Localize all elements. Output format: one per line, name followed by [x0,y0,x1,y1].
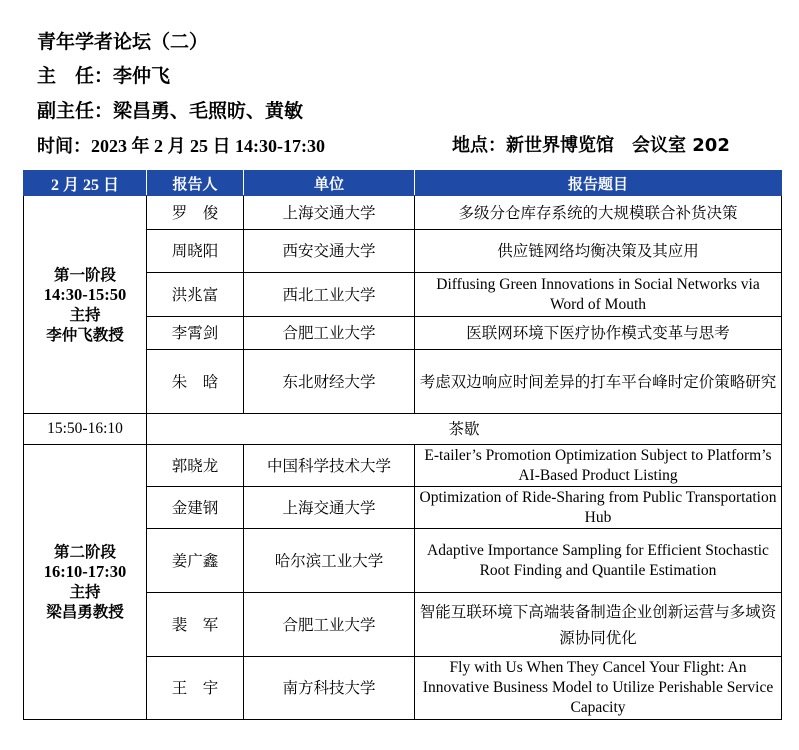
unit-cell: 西安交通大学 [244,230,415,273]
unit-cell: 合肥工业大学 [244,593,415,657]
session1-cell [24,196,147,414]
header-date: 2 月 25 日 [24,171,147,196]
break-time: 15:50-16:10 [24,414,147,445]
session2-cell [24,445,147,720]
unit-cell: 合肥工业大学 [244,317,415,350]
header-speaker: 报告人 [147,171,244,196]
location-label: 地点： [452,135,506,156]
break-row [24,414,782,445]
topic-cell: Adaptive Importance Sampling for Efficient Stochastic Root Finding and Quantile Estimation [415,529,782,593]
unit-cell: 上海交通大学 [244,487,415,529]
unit-cell: 上海交通大学 [244,196,415,230]
speaker-cell: 朱 晗 [147,350,244,414]
topic-cell: Fly with Us When They Cancel Your Flight: An Innovative Business Model to Utilize Perishable Service Capacity [415,657,782,720]
speaker-cell: 王 宇 [147,657,244,720]
header-unit: 单位 [244,171,415,196]
speaker-cell: 郭晓龙 [147,445,244,487]
topic-cell: 医联网环境下医疗协作模式变革与思考 [415,317,782,350]
topic-cell: Diffusing Green Innovations in Social Networks via Word of Mouth [415,273,782,317]
session2-host-label: 主持 [69,583,101,601]
unit-cell: 西北工业大学 [244,273,415,317]
session1-time: 14:30-15:50 [43,284,127,304]
time-value: 2023 年 2 月 25 日 14:30-17:30 [91,136,325,156]
session1-host: 李仲飞教授 [46,325,124,344]
chair-label: 主 任： [37,65,114,87]
topic-cell: 供应链网络均衡决策及其应用 [415,230,782,273]
forum-title: 青年学者论坛（二） [37,31,209,53]
chair-line [37,64,170,88]
vice-chair-line [37,99,303,123]
unit-cell: 南方科技大学 [244,657,415,720]
time-line [37,134,325,159]
speaker-cell: 姜广鑫 [147,529,244,593]
unit-cell: 哈尔滨工业大学 [244,529,415,593]
topic-cell: 多级分仓库存系统的大规模联合补货决策 [415,196,782,230]
vice-chair-label: 副主任： [37,100,114,122]
speaker-cell: 周晓阳 [147,230,244,273]
topic-cell: Optimization of Ride-Sharing from Public Transportation Hub [415,487,782,529]
break-label: 茶歇 [147,414,782,445]
speaker-cell: 罗 俊 [147,196,244,230]
table-row [24,445,782,487]
table-row [24,196,782,230]
session1-name: 第一阶段 [53,265,116,284]
session2-time: 16:10-17:30 [43,562,127,581]
session2-host: 梁昌勇教授 [46,603,124,621]
chair-name: 李仲飞 [113,65,171,87]
speaker-cell: 金建钢 [147,487,244,529]
location-value: 新世界博览馆 会议室 202 [506,135,730,156]
time-label: 时间： [37,136,91,157]
location-line [452,134,730,158]
speaker-cell: 洪兆富 [147,273,244,317]
topic-cell: 智能互联环境下高端装备制造企业创新运营与多域资源协同优化 [415,593,782,657]
topic-cell: 考虑双边响应时间差异的打车平台峰时定价策略研究 [415,350,782,414]
speaker-cell: 裴 军 [147,593,244,657]
session1-host-label: 主持 [69,305,101,324]
speaker-cell: 李霄剑 [147,317,244,350]
header-topic: 报告题目 [415,171,782,196]
schedule-table [23,170,782,720]
unit-cell: 东北财经大学 [244,350,415,414]
unit-cell: 中国科学技术大学 [244,445,415,487]
session2-name: 第二阶段 [53,543,116,561]
topic-cell: E-tailer’s Promotion Optimization Subject to Platform’s AI-Based Product Listing [415,445,782,487]
table-header-row [24,171,782,196]
vice-chair-names: 梁昌勇、毛照昉、黄敏 [113,100,304,122]
